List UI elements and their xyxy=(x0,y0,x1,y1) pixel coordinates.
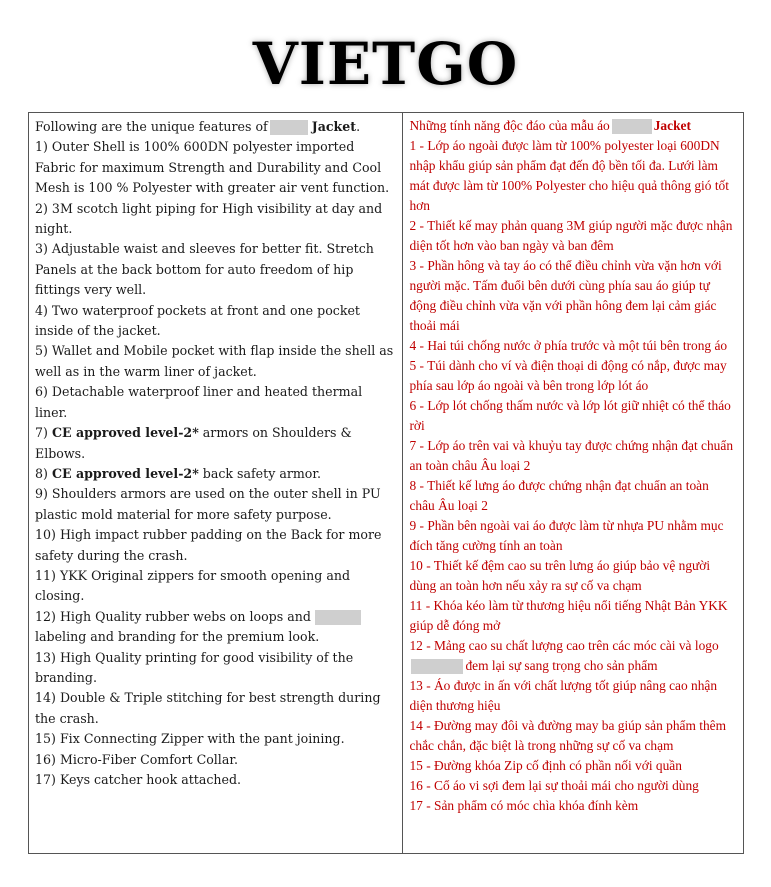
feature-item: 8 - Thiết kế lưng áo được chứng nhận đạt chuẩn an toàn châu Âu loại 2 xyxy=(409,478,709,513)
intro-text: Following are the unique features of xyxy=(35,119,268,134)
feature-item: 5) Wallet and Mobile pocket with flap inside the shell as well as in the warm liner of jacket. xyxy=(35,343,394,379)
feature-item: 15 - Đường khóa Zip cố định có phần nối với quần xyxy=(409,758,682,773)
item-text: labeling and branding for the premium look. xyxy=(35,629,320,645)
feature-item: 13 - Áo được in ấn với chất lượng tốt giúp nâng cao nhận diện thương hiệu xyxy=(409,678,718,713)
feature-item-8 xyxy=(35,464,396,484)
item-text: logo xyxy=(694,638,719,653)
redacted-brand xyxy=(612,119,652,134)
features-table xyxy=(28,112,744,854)
feature-item: 2) 3M scotch light piping for High visibility at day and night. xyxy=(35,200,383,237)
feature-item: 2 - Thiết kế may phản quang 3M giúp người mặc được nhận diện tốt hơn vào ban ngày và ban đêm xyxy=(409,218,733,253)
ce-approved-label: CE approved level-2* xyxy=(51,465,199,481)
english-column xyxy=(29,113,403,853)
ce-approved-label: CE approved level-2* xyxy=(51,425,199,441)
feature-item: 6) Detachable waterproof liner and heated thermal liner. xyxy=(35,384,363,420)
feature-item: 16) Micro-Fiber Comfort Collar. xyxy=(35,751,238,767)
feature-item: 4) Two waterproof pockets at front and one pocket inside of the jacket. xyxy=(35,302,360,339)
feature-item: 10 - Thiết kế đệm cao su trên lưng áo giúp bảo vệ người dùng an toàn hơn nếu xảy ra sự cố va chạm xyxy=(409,558,711,593)
feature-item: 5 - Túi dành cho ví và điện thoại di động có nắp, được may phía sau lớp áo ngoài và bên trong lớp lót áo xyxy=(409,358,727,393)
feature-item: 9 - Phần bên ngoài vai áo được làm từ nhựa PU nhằm mục đích tăng cường tính an toàn xyxy=(409,518,724,553)
feature-item: 1) Outer Shell is 100% 600DN polyester imported Fabric for maximum Strength and Durability and Cool Mesh is 100 % Polyester with greater air vent function. xyxy=(35,139,390,196)
intro-text: Những tính năng độc đáo của mẫu áo xyxy=(409,118,610,133)
vietgo-logo: VIETGO xyxy=(252,30,519,98)
feature-item: 11) YKK Original zippers for smooth opening and closing. xyxy=(35,567,351,604)
redacted-brand xyxy=(411,659,463,674)
item-text: đem lại sự sang trọng cho sản phẩm xyxy=(465,658,658,673)
feature-item: 3 - Phần hông và tay áo có thể điều chỉnh vừa vặn hơn với người mặc. Tấm đuổi bên dưới cùng phía sau áo giúp tự động điều chỉnh vừa vặn với phần hông đem lại cảm giác thoải mái xyxy=(409,258,722,333)
vietnamese-column xyxy=(403,113,743,853)
feature-item: 13) High Quality printing for good visibility of the branding. xyxy=(35,649,354,685)
jacket-label: Jacket xyxy=(653,118,691,133)
feature-item: 16 - Cổ áo vi sợi đem lại sự thoải mái cho người dùng xyxy=(409,778,699,793)
feature-item: 7 - Lớp áo trên vai và khuỷu tay được chứng nhận đạt chuẩn an toàn châu Âu loại 2 xyxy=(409,438,734,473)
feature-item: 1 - Lớp áo ngoài được làm từ 100% polyester loại 600DN nhập khẩu giúp sản phẩm đạt đến độ bền tối đa. Lưới làm mát được làm từ 100% Polyester cho hiệu quả thông gió tốt hơn xyxy=(409,138,729,213)
feature-item: 10) High impact rubber padding on the Back for more safety during the crash. xyxy=(35,527,382,563)
redacted-brand xyxy=(315,610,361,625)
item-text: 12) High Quality rubber webs on loops and xyxy=(35,608,311,624)
item-text: 12 - Mảng cao su chất lượng cao trên các móc cài và xyxy=(409,638,692,653)
vietnamese-intro xyxy=(409,116,737,136)
item-text: armors on Shoulders & Elbows. xyxy=(35,425,352,461)
feature-item: 14) Double & Triple stitching for best strength during the crash. xyxy=(35,690,381,726)
feature-item-12 xyxy=(35,607,396,648)
english-intro xyxy=(35,117,396,137)
feature-item: 17 - Sản phẩm có móc chìa khóa đính kèm xyxy=(409,798,639,813)
item-text: back safety armor. xyxy=(202,465,322,481)
item-number: 7) xyxy=(35,425,48,441)
feature-item: 6 - Lớp lót chống thấm nước và lớp lót giữ nhiệt có thể tháo rời xyxy=(409,398,731,433)
redacted-brand xyxy=(270,120,308,135)
item-number: 8) xyxy=(35,465,48,481)
feature-item: 17) Keys catcher hook attached. xyxy=(35,772,242,787)
feature-item-7 xyxy=(35,423,396,464)
feature-item-12 xyxy=(409,636,737,676)
feature-item: 11 - Khóa kéo làm từ thương hiệu nổi tiếng Nhật Bản YKK giúp dễ đóng mở xyxy=(409,598,728,633)
feature-item: 4 - Hai túi chống nước ở phía trước và một túi bên trong áo xyxy=(409,338,728,353)
feature-item: 14 - Đường may đôi và đường may ba giúp sản phẩm thêm chắc chắn, đặc biệt là trong những sự cố va chạm xyxy=(409,718,726,753)
jacket-label: Jacket xyxy=(311,119,357,134)
intro-period: . xyxy=(356,119,361,134)
feature-item: 15) Fix Connecting Zipper with the pant joining. xyxy=(35,731,345,747)
feature-item: 9) Shoulders armors are used on the outer shell in PU plastic mold material for more safety purpose. xyxy=(35,486,381,522)
feature-item: 3) Adjustable waist and sleeves for better fit. Stretch Panels at the back bottom for auto freedom of hip fittings very well. xyxy=(35,241,374,298)
